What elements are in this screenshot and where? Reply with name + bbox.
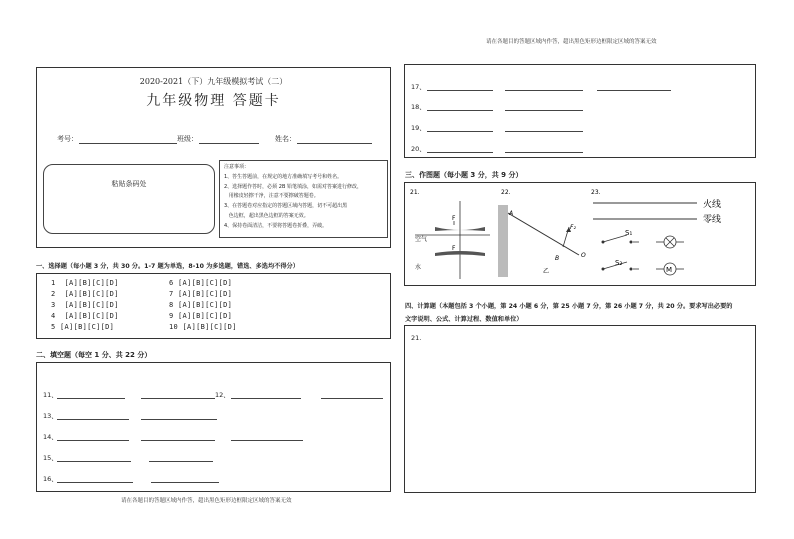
note-line: 用橡皮轻擦干净，注意不要擦破答题卷。 [224,193,319,200]
note-line: 3、在答题卷对应指定的答题区域内答题，切不可超出黑 [224,203,348,210]
q20-label: 20、 [411,145,426,153]
notes-box [219,160,388,238]
choice-item[interactable]: 2 [A][B][C][D] [51,290,119,298]
q18-label: 18、 [411,103,426,111]
q20-blank[interactable] [505,152,583,153]
q12-label: 12、 [215,391,230,399]
q17-blank[interactable] [505,90,583,91]
q22-label-f2: F₂ [570,224,576,231]
q13-blank[interactable] [141,419,217,420]
q20-blank[interactable] [427,152,493,153]
q22-label-a: A [509,210,514,217]
section1-title: 一、选择题（每小题 3 分，共 30 分。1-7 题为单选，8-10 为多选题，错选、多选均不得分） [36,263,299,270]
choice-item[interactable]: 8 [A][B][C][D] [169,301,233,309]
top-notice: 请在各题目的答题区域内作答，超出黑色矩形边框限定区域的答案无效 [486,39,657,45]
field-name-input[interactable] [297,143,372,144]
section3-title: 三、作图题（每小题 3 分，共 9 分） [405,171,523,179]
field-class-label: 班级： [177,135,198,143]
q17-blank[interactable] [427,90,493,91]
q11-label: 11、 [43,391,58,399]
choice-item[interactable]: 9 [A][B][C][D] [169,312,233,320]
q23-live-label: 火线 [703,200,722,210]
q23-s2-label: S₂ [615,259,623,267]
q12-blank[interactable] [231,398,301,399]
section4-title: 四、计算题（本题包括 3 个小题，第 24 小题 6 分，第 25 小题 7 分，第 26 小题 7 分，共 20 分。要求写出必要的 [405,303,733,310]
q23-switch2-pivot [602,268,605,271]
q12-blank[interactable] [321,398,383,399]
q18-blank[interactable] [505,110,583,111]
field-exam-no-label: 考号： [57,135,78,143]
drawing-box [404,182,756,286]
q17-label: 17、 [411,83,426,91]
q15-blank[interactable] [57,461,131,462]
note-line: 4、保持卷面清洁，不要将答题卷折叠，弄破。 [224,222,328,229]
note-line: 色边框，超出黑色边框的答案无效。 [224,212,309,219]
q22-label-yi: 乙 [543,268,550,275]
choice-item[interactable]: 5 [A][B][C][D] [51,323,115,331]
calc-box[interactable] [404,325,756,493]
q23-s1-label: S₁ [625,229,633,237]
q23-switch1 [603,235,627,242]
q22-wall [498,205,508,277]
q11-blank[interactable] [141,398,215,399]
q19-label: 19、 [411,124,426,132]
q13-label: 13、 [43,412,58,420]
q21-focus-bottom: F [452,245,456,252]
q15-label: 15、 [43,454,58,462]
bottom-notice: 请在各题目的答题区域内作答，超出黑色矩形边框限定区域的答案无效 [121,498,292,504]
q23-label: 23. [591,189,601,196]
q16-label: 16、 [43,475,58,483]
choice-item[interactable]: 1 [A][B][C][D] [51,279,119,287]
q23-switch1-contact [630,241,633,244]
choice-box [36,273,391,339]
q23-switch2-contact [630,268,633,271]
q22-lever [508,213,579,255]
q15-blank[interactable] [149,461,213,462]
choice-item[interactable]: 3 [A][B][C][D] [51,301,119,309]
q21-air-label: 空气 [415,236,428,243]
choice-item[interactable]: 10 [A][B][C][D] [169,323,237,331]
barcode-area [43,164,215,234]
choice-item[interactable]: 7 [A][B][C][D] [169,290,233,298]
q22-label-o: O [581,252,586,259]
q19-blank[interactable] [427,131,493,132]
drawing-diagrams [405,183,755,285]
q23-switch1-pivot [602,241,605,244]
calc-q-label: 21. [411,334,422,342]
q21-water-label: 水 [415,264,422,271]
barcode-label: 粘贴条码处 [111,180,147,188]
q14-blank[interactable] [231,440,303,441]
q13-blank[interactable] [57,419,129,420]
q14-blank[interactable] [141,440,215,441]
fill-box [36,362,391,492]
header-box [36,67,391,248]
q16-blank[interactable] [151,482,219,483]
note-line: 1、答生答题前，在规定的地方准确填写考号和姓名。 [224,173,343,180]
q14-blank[interactable] [57,440,129,441]
exam-title: 2020-2021（下）九年级模拟考试（二） [139,77,288,86]
q22-label: 22. [501,189,511,196]
notes-title: 注意事项： [224,164,250,170]
card-title: 九年级物理 答题卡 [146,93,281,109]
q11-blank[interactable] [57,398,125,399]
fill-box-continued [404,64,756,158]
section4-title-cont: 文字说明、公式、计算过程、数值和单位） [405,316,523,323]
q21-focus-top: F [452,215,456,222]
q21-label: 21. [410,189,420,196]
q16-blank[interactable] [57,482,133,483]
q23-neutral-label: 零线 [703,215,722,225]
choice-item[interactable]: 4 [A][B][C][D] [51,312,119,320]
q23-motor-label: M [666,266,673,274]
q22-label-b: B [555,255,560,262]
q19-blank[interactable] [505,131,583,132]
q14-label: 14、 [43,433,58,441]
choice-item[interactable]: 6 [A][B][C][D] [169,279,233,287]
note-line: 2、选择题作答时，必须 2B 铅笔填涂，如需对答案进行修改， [224,183,362,190]
q18-blank[interactable] [427,110,493,111]
q17-blank[interactable] [597,90,671,91]
field-class-input[interactable] [199,143,259,144]
field-exam-no-input[interactable] [79,143,177,144]
field-name-label: 姓名： [275,135,296,143]
section2-title: 二、填空题（每空 1 分、共 22 分） [36,351,152,359]
